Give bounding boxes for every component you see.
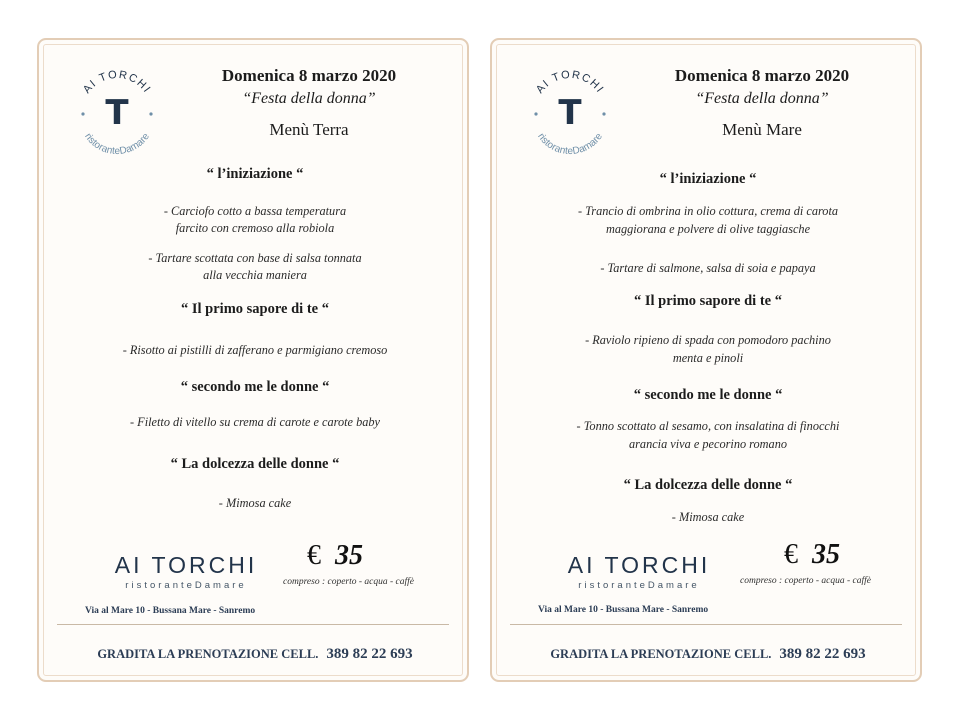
booking-info [59,646,451,663]
svg-text:AI TORCHI [534,69,606,96]
dish-line: - Tonno scottato al sesamo, con insalatina di finocchi [576,419,840,433]
dish-line: - Tartare di salmone, salsa di soia e papaya [600,261,816,275]
menu-card-terra [37,38,469,682]
booking-info [512,646,904,663]
dish-line: - Mimosa cake [671,510,745,524]
brand-logo-text: AI TORCHI [567,552,711,578]
svg-text:ristoranteDamare [535,131,605,157]
course-title-3: “ secondo me le donne “ [180,379,330,395]
restaurant-seal-logo [69,64,165,160]
seal-arc-bottom: ristoranteDamare [535,131,605,158]
course-title-2: “ Il primo sapore di te “ [634,293,782,309]
price-included: compreso : coperto - acqua - caffè [283,577,415,587]
seal-letter: T [105,93,129,133]
dish-line: farcito con cremoso alla robiola [175,221,335,235]
dish-line: - Trancio di ombrina in olio cottura, crema di carota [577,204,839,218]
booking-label: GRADITA LA PRENOTAZIONE CELL. [97,647,319,661]
dish-line: - Filetto di vitello su crema di carote e carote baby [130,415,380,429]
address: Via al Mare 10 - Bussana Mare - Sanremo [538,605,709,615]
divider [57,624,449,625]
course-title-2: “ Il primo sapore di te “ [181,301,329,317]
course-title-4: “ La dolcezza delle donne “ [170,456,340,472]
phone-number: 389 82 22 693 [779,646,866,662]
dish-line: - Carciofo cotto a bassa temperatura [163,204,347,218]
divider [510,624,902,625]
menu-type: Menù Mare [722,120,802,139]
price [784,539,840,571]
event-title: “Festa della donna” [242,90,376,107]
dish-line: - Mimosa cake [218,496,292,510]
dish-line: maggiorana e polvere di olive taggiasche [605,222,811,236]
seal-arc-top: AI TORCHI [533,68,607,96]
course-title-1: “ l’iniziazione “ [659,171,757,187]
dish-line: - Tartare scottata con base di salsa tonnata [148,251,362,265]
brand-logo-text: AI TORCHI [114,552,258,578]
event-date: Domenica 8 marzo 2020 [221,66,397,85]
dish-line: menta e pinoli [672,351,744,365]
dish-line: - Raviolo ripieno di spada con pomodoro pachino [585,333,831,347]
booking-label: GRADITA LA PRENOTAZIONE CELL. [550,647,772,661]
brand-logo-subtitle: ristoranteDamare [125,580,247,591]
price-value: 35 [812,539,840,570]
course-title-1: “ l’iniziazione “ [206,166,304,182]
dish-line: arancia viva e pecorino romano [628,437,787,451]
restaurant-seal-logo [522,64,618,160]
address: Via al Mare 10 - Bussana Mare - Sanremo [85,606,256,616]
phone-number: 389 82 22 693 [326,646,413,662]
currency-symbol: € [784,539,798,570]
seal-arc-bottom: ristoranteDamare [82,131,152,158]
menu-card-mare [490,38,922,682]
svg-text:ristoranteDamare [82,131,152,157]
seal-arc-top: AI TORCHI [80,68,154,96]
price-included: compreso : coperto - acqua - caffè [740,576,872,586]
dish-line: alla vecchia maniera [203,268,307,282]
menu-type: Menù Terra [269,120,349,139]
brand-logo-subtitle: ristoranteDamare [578,580,700,591]
dish-line: - Risotto ai pistilli di zafferano e parmigiano cremoso [122,343,388,357]
price-value: 35 [335,540,363,571]
course-title-3: “ secondo me le donne “ [633,387,783,403]
svg-text:AI TORCHI [81,69,153,96]
event-date: Domenica 8 marzo 2020 [674,66,850,85]
event-title: “Festa della donna” [695,90,829,107]
course-title-4: “ La dolcezza delle donne “ [623,477,793,493]
currency-symbol: € [307,540,321,571]
price [307,540,363,572]
seal-letter: T [558,93,582,133]
